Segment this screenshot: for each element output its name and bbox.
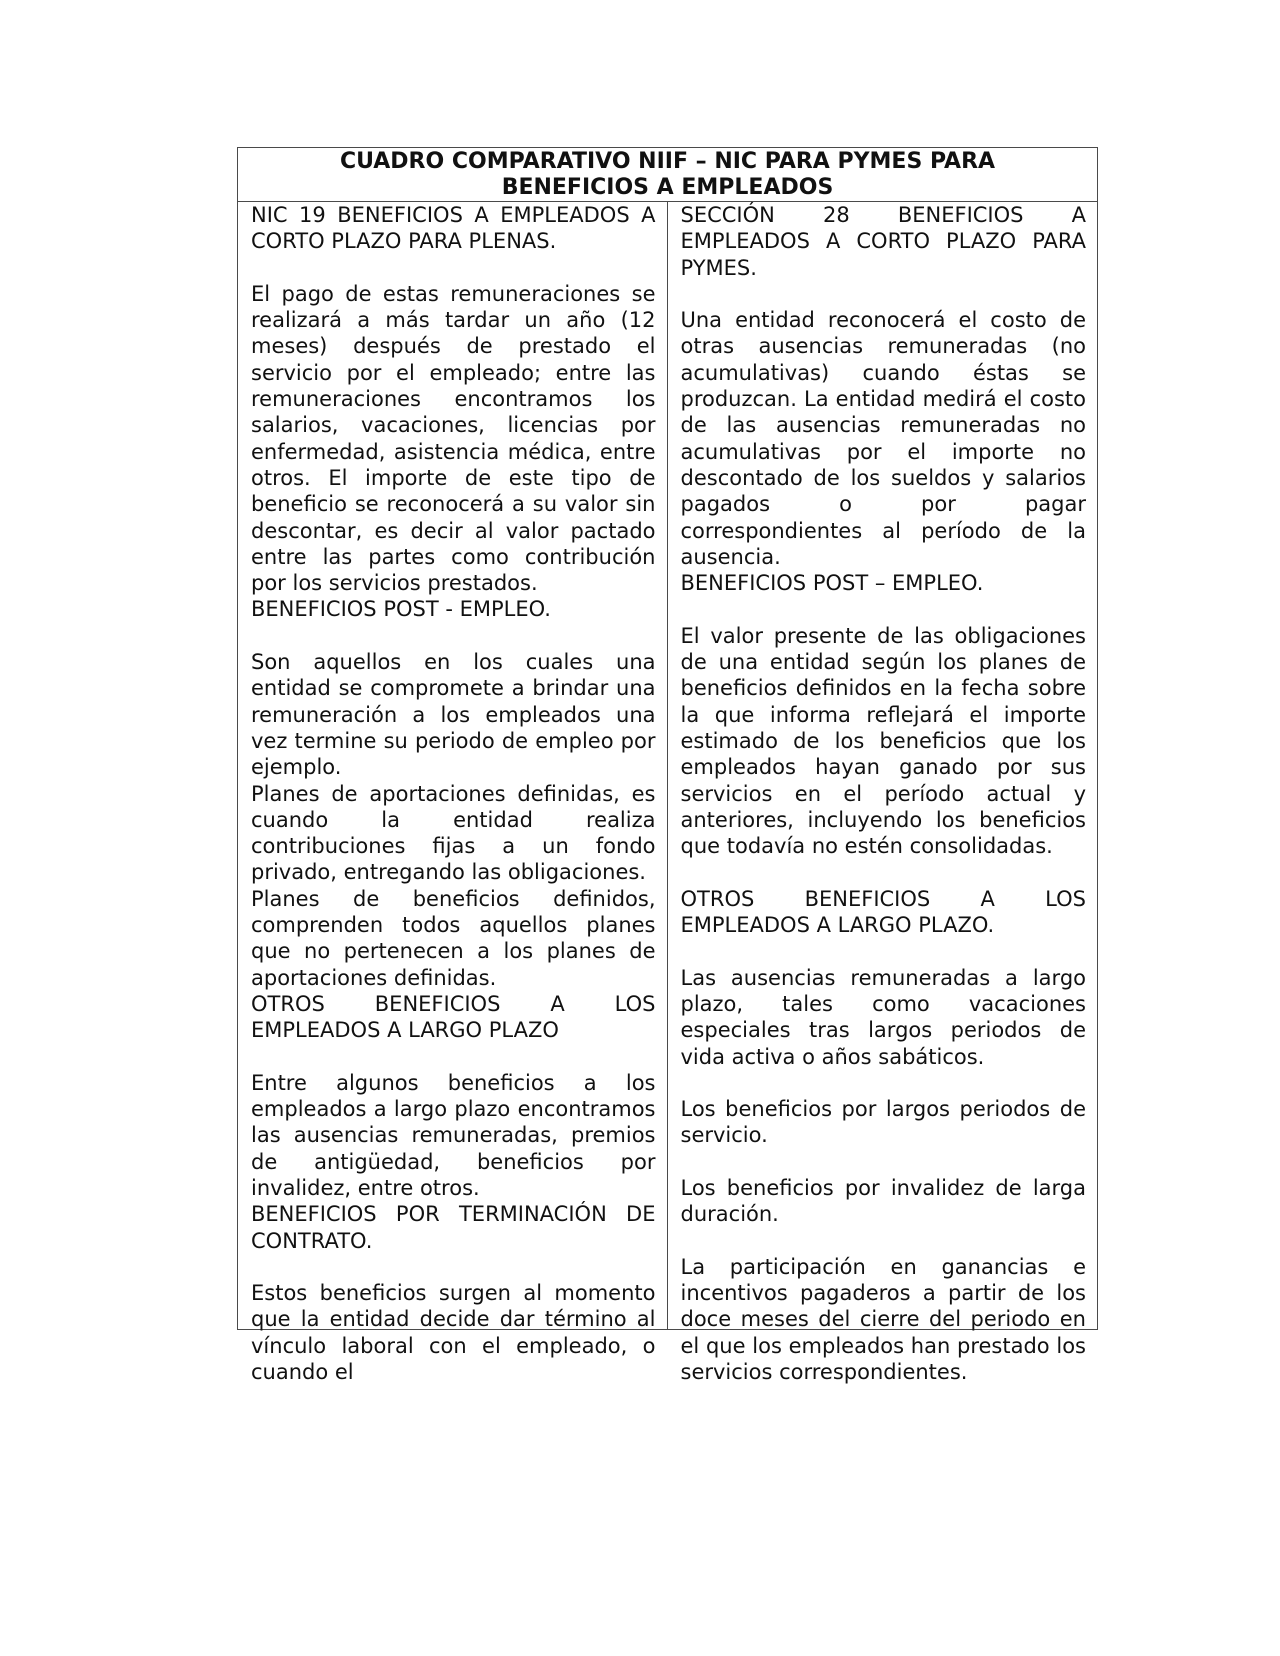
pymes-heading-short-term: SECCIÓN 28 BENEFICIOS A EMPLEADOS A CORTO PLAZO PARA PYMES. — [680, 203, 1086, 280]
nic-paragraph-short-term: El pago de estas remuneraciones se realizará a más tardar un año (12 meses) después de prestado el servicio por el empleado; entre las remuneraciones encontramos los salarios, vacaciones, licencias por enfermedad, asistencia médica, entre otros. El importe de este tipo de beneficio se reconocerá a su valor sin descontar, es decir al valor pactado entre las partes como contribución por los servicios prestados. — [251, 281, 656, 596]
table-title — [238, 148, 1097, 202]
title-line-1: CUADRO COMPARATIVO NIIF – NIC PARA PYMES PARA — [339, 149, 996, 174]
nic-heading-post-employment: BENEFICIOS POST - EMPLEO. — [251, 597, 551, 622]
pymes-paragraph-short-term: Una entidad reconocerá el costo de otras ausencias remuneradas (no acumulativas) cuando éstas se produzcan. La entidad medirá el costo de las ausencias remuneradas no acumulativas por el importe no descontado de los sueldos y salarios pagados o por pagar correspondientes al período de la ausencia. — [680, 308, 1086, 569]
pymes-paragraph-long-service: Los beneficios por largos periodos de servicio. — [680, 1097, 1086, 1148]
nic-column — [238, 202, 668, 1385]
pymes-paragraph-profit-sharing: La participación en ganancias e incentivos pagaderos a partir de los doce meses del cierre del periodo en el que los empleados han prestado los servicios correspondientes. — [680, 1254, 1086, 1385]
table-body — [238, 202, 1097, 1385]
nic-paragraph-defined-contribution: Planes de aportaciones definidas, es cuando la entidad realiza contribuciones fijas a un fondo privado, entregando las obligaciones. — [251, 781, 656, 885]
pymes-column — [668, 202, 1098, 1385]
pymes-heading-long-term: OTROS BENEFICIOS A LOS EMPLEADOS A LARGO PLAZO. — [680, 886, 1086, 938]
pymes-paragraph-post-employment: El valor presente de las obligaciones de una entidad según los planes de beneficios definidos en la fecha sobre la que informa reflejará el importe estimado de los beneficios que los empleados hayan ganado por sus servicios en el período actual y anteriores, incluyendo los beneficios que todavía no estén consolidadas. — [680, 623, 1086, 859]
nic-paragraph-post-employment: Son aquellos en los cuales una entidad se compromete a brindar una remuneración a los empleados una vez termine su periodo de empleo por ejemplo. — [251, 650, 656, 780]
title-line-2: BENEFICIOS A EMPLEADOS — [501, 175, 834, 200]
comparison-table — [237, 147, 1098, 1385]
pymes-paragraph-long-term-absences: Las ausencias remuneradas a largo plazo, tales como vacaciones especiales tras largos periodos de vida activa o años sabáticos. — [680, 965, 1086, 1069]
nic-paragraph-long-term: Entre algunos beneficios a los empleados a largo plazo encontramos las ausencias remuneradas, premios de antigüedad, beneficios por invalidez, entre otros. — [251, 1070, 656, 1200]
pymes-heading-post-employment: BENEFICIOS POST – EMPLEO. — [680, 571, 984, 596]
nic-paragraph-termination: Estos beneficios surgen al momento que la entidad decide dar término al vínculo laboral con el empleado, o cuando el — [251, 1281, 656, 1385]
nic-paragraph-defined-benefit: Planes de beneficios definidos, comprenden todos aquellos planes que no pertenecen a los planes de aportaciones definidas. — [251, 886, 656, 990]
nic-heading-long-term: OTROS BENEFICIOS A LOS EMPLEADOS A LARGO PLAZO — [251, 991, 656, 1043]
nic-heading-short-term: NIC 19 BENEFICIOS A EMPLEADOS A CORTO PLAZO PARA PLENAS. — [251, 203, 656, 254]
pymes-paragraph-disability: Los beneficios por invalidez de larga duración. — [680, 1175, 1086, 1227]
nic-heading-termination: BENEFICIOS POR TERMINACIÓN DE CONTRATO. — [251, 1202, 656, 1253]
